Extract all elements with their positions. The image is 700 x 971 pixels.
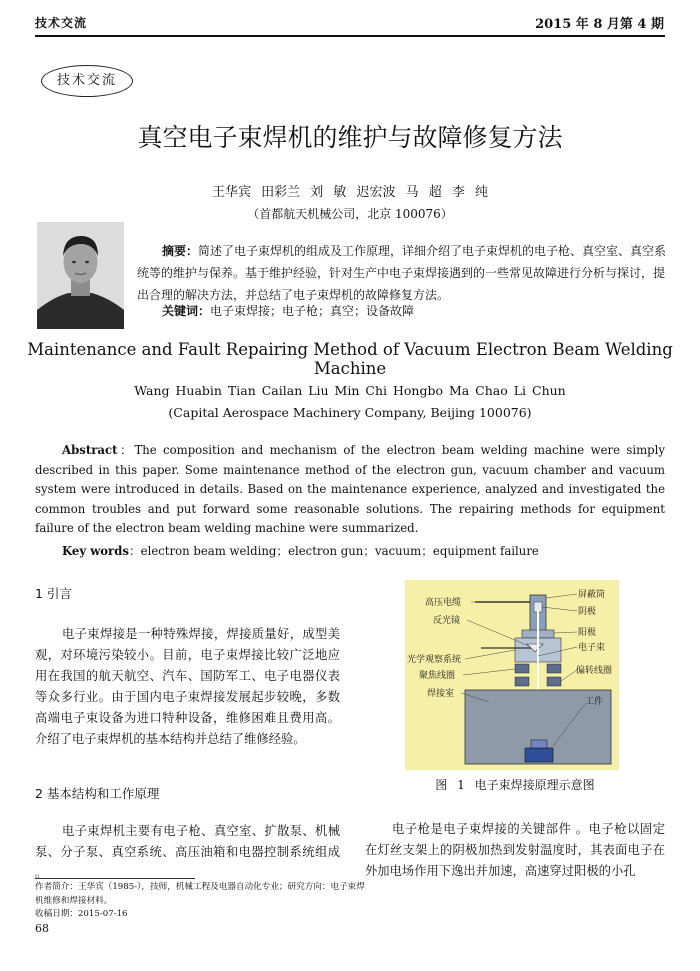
keywords-cn-label: 关键词： (162, 304, 211, 318)
deflection-coil-right (547, 677, 561, 686)
fig-label-right-5: 工件 (585, 697, 604, 707)
title-cn: 真空电子束焊机的维护与故障修复方法 (137, 123, 563, 152)
section-badge: 技术交流 (41, 65, 133, 97)
header-column-name: 技术交流 (35, 16, 88, 30)
fig-label-left-4: 焊接室 (427, 689, 455, 699)
abstract-cn-label: 摘要： (162, 244, 199, 258)
footnote-received: 收稿日期：2015-07-16 (35, 909, 128, 919)
author-photo (37, 222, 124, 329)
column-2-body: 电子枪是电子束焊接的关键部件 。电子枪以固定在灯丝支架上的阴极加热到发射温度时，其表面电子在外加电场作用下逸出并加速，高速穿过阳极的小孔 (365, 822, 665, 878)
workpiece-top (531, 740, 547, 748)
abstract-cn (137, 240, 667, 306)
figure-1-diagram (405, 580, 619, 770)
footnote-author-intro: 作者简介：王华宾（1985-），技师，机械工程及电器自动化专业；研究方向：电子束焊机维修和焊接材料。 (35, 882, 365, 906)
keywords-cn (137, 302, 667, 319)
title-en: Maintenance and Fault Repairing Method of Vacuum Electron Beam Welding Machine (27, 340, 673, 378)
section-1-body: 电子束焊接是一种特殊焊接，焊接质量好，成型美观，对环境污染较小。目前，电子束焊接比较广泛地应用在我国的航天航空、汽车、国防军工、电子电器仪表等众多行业。由于国内电子束焊接发展起步较晚，多数高端电子束设备为进口特种设备，维修困难且费用高。介绍了电子束焊机的基本结构并总结了维修经验。 (35, 627, 340, 746)
fig-label-right-0: 屏蔽筒 (578, 590, 606, 600)
deflection-coil-left (515, 677, 529, 686)
fig-label-left-1: 反光镜 (433, 616, 461, 626)
focus-coil-right (547, 664, 561, 673)
fig-label-right-2: 阳极 (578, 628, 597, 638)
workpiece (525, 748, 553, 762)
section-2-body: 电子束焊机主要有电子枪、真空室、扩散泵、机械泵、分子泵、真空系统、高压油箱和电器控制系统组成 。 (35, 824, 340, 880)
fig-label-left-2: 光学观察系统 (407, 655, 462, 665)
fig-label-right-3: 电子束 (578, 643, 606, 653)
section-1-heading: 1 引言 (35, 586, 72, 601)
fig-label-right-4: 偏转线圈 (576, 666, 613, 676)
affiliation-cn: （首都航天机械公司，北京 100076） (247, 207, 453, 221)
focus-coil-left (515, 664, 529, 673)
header-rule (35, 35, 665, 37)
abstract-en-label: Abstract (62, 443, 118, 457)
keywords-en-text: electron beam welding；electron gun；vacuum；equipment failure (140, 544, 539, 558)
keywords-cn-text: 电子束焊接；电子枪；真空；设备故障 (210, 304, 415, 318)
keywords-en (62, 543, 662, 559)
footnote-rule (35, 878, 195, 879)
header-issue: 2015 年 8 月第 4 期 (535, 17, 664, 32)
section-2-heading: 2 基本结构和工作原理 (35, 786, 160, 801)
authors-cn: 王华宾 田彩兰 刘 敏 迟宏波 马 超 李 纯 (211, 185, 489, 200)
footnote (35, 881, 365, 922)
abstract-en (35, 441, 665, 539)
abstract-cn-text: 简述了电子束焊机的组成及工作原理，详细介绍了电子束焊机的电子枪、真空室、真空系统等的维护与保养。基于维护经验，针对生产中电子束焊接遇到的一些常见故障进行分析与探讨，提出合理的解决方法，并总结了电子束焊机的故障修复方法。 (137, 244, 667, 302)
abstract-en-text: The composition and mechanism of the electron beam welding machine were simply described in this paper. Some maintenance method of the electron gun, vacuum chamber and vacuum system were introduced in details. Based on the maintenance experience, analyzed and investigated the common troubles and put forward some reasonable solutions. The repairing methods for equipment failure of the electron beam welding machine were summarized. (35, 443, 665, 535)
affiliation-en: (Capital Aerospace Machinery Company, Beijing 100076) (168, 405, 532, 420)
fig-label-left-0: 高压电缆 (425, 598, 462, 608)
authors-en: Wang Huabin Tian Cailan Liu Min Chi Hongbo Ma Chao Li Chun (134, 383, 566, 398)
keywords-en-label: Key words (62, 544, 129, 558)
figure-1 (405, 580, 619, 770)
abstract-en-sep: ： (117, 443, 135, 457)
keywords-en-sep: ： (128, 544, 141, 558)
figure-1-caption: 图 1 电子束焊接原理示意图 (435, 778, 595, 792)
fig-label-left-3: 聚焦线圈 (419, 671, 456, 681)
page-number: 68 (35, 922, 49, 935)
fig-label-right-1: 阴极 (578, 607, 597, 617)
